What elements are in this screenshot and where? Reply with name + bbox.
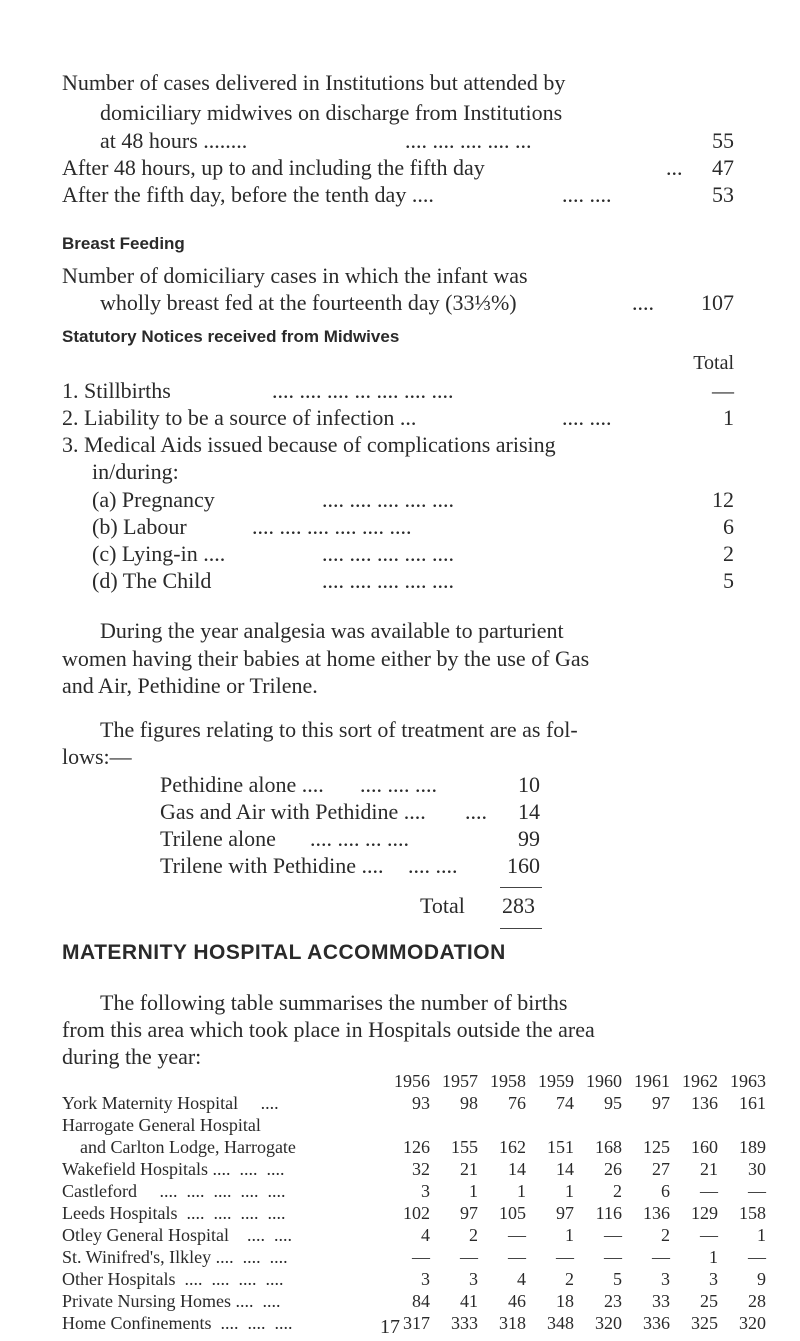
birth-count-cell: 30 xyxy=(748,1159,766,1179)
birth-count-cell: 325 xyxy=(691,1313,718,1333)
leader-dots: .... .... xyxy=(562,405,612,430)
year-header: 1958 xyxy=(490,1071,526,1091)
notice-label: (c) Lying-in .... xyxy=(92,541,226,566)
maternity-intro-line-3: during the year: xyxy=(62,1044,202,1069)
birth-count-cell: 9 xyxy=(757,1269,766,1289)
birth-count-cell: 76 xyxy=(508,1093,526,1113)
birth-count-cell: — xyxy=(556,1247,574,1267)
birth-count-cell: 317 xyxy=(403,1313,430,1333)
birth-count-cell xyxy=(526,1114,574,1136)
year-header: 1956 xyxy=(394,1071,430,1091)
birth-count-cell: 18 xyxy=(556,1291,574,1311)
birth-count-cell: — xyxy=(460,1247,478,1267)
breast-feeding-heading: Breast Feeding xyxy=(62,234,185,253)
discharge-row-label: After the fifth day, before the tenth day .... xyxy=(62,182,434,207)
analgesia-row xyxy=(160,772,540,802)
birth-count-cell: 97 xyxy=(652,1093,670,1113)
discharge-line-2: domiciliary midwives on discharge from Institutions xyxy=(100,100,563,125)
birth-count-cell: — xyxy=(604,1225,622,1245)
birth-count-cell: 318 xyxy=(499,1313,526,1333)
hospital-name: Otley General Hospital .... .... xyxy=(62,1225,292,1245)
hospital-name: Private Nursing Homes .... .... xyxy=(62,1291,281,1311)
birth-count-cell: 4 xyxy=(421,1225,430,1245)
birth-count-cell: — xyxy=(508,1225,526,1245)
year-header: 1957 xyxy=(442,1071,478,1091)
birth-count-cell: 155 xyxy=(451,1137,478,1157)
birth-count-cell: 160 xyxy=(691,1137,718,1157)
table-row xyxy=(62,1312,766,1334)
birth-count-cell: 97 xyxy=(556,1203,574,1223)
year-header: 1960 xyxy=(586,1071,622,1091)
birth-count-cell: 162 xyxy=(499,1137,526,1157)
notices-total-label: Total xyxy=(693,352,734,374)
notice-row xyxy=(92,487,734,517)
birth-count-cell xyxy=(388,1114,430,1136)
analgesia-total-label: Total xyxy=(420,893,465,918)
birth-count-cell: 46 xyxy=(508,1291,526,1311)
leader-dots: .... .... .... ... .... .... .... xyxy=(272,378,454,403)
birth-count-cell: 136 xyxy=(643,1203,670,1223)
notice-row xyxy=(92,541,734,571)
leader-dots: .... .... .... .... ... xyxy=(405,128,532,153)
notice-value: 2 xyxy=(723,541,734,566)
birth-count-cell: 129 xyxy=(691,1203,718,1223)
birth-count-cell: 33 xyxy=(652,1291,670,1311)
discharge-row-tenth-day xyxy=(62,182,734,212)
analgesia-para-1-line-1: During the year analgesia was available to parturient xyxy=(100,618,564,643)
birth-count-cell: 348 xyxy=(547,1313,574,1333)
leader-dots: .... xyxy=(465,799,487,824)
birth-count-cell: 125 xyxy=(643,1137,670,1157)
hospital-name: Wakefield Hospitals .... .... .... xyxy=(62,1159,285,1179)
notice-label: in/during: xyxy=(92,459,179,484)
birth-count-cell: 3 xyxy=(469,1269,478,1289)
discharge-row-value: 47 xyxy=(712,155,734,180)
leader-dots: .... .... .... .... .... xyxy=(322,487,454,512)
birth-count-cell xyxy=(670,1114,718,1136)
birth-count-cell xyxy=(622,1114,670,1136)
birth-count-cell: 1 xyxy=(565,1181,574,1201)
hospital-name: Castleford .... .... .... .... .... xyxy=(62,1181,286,1201)
birth-count-cell: 105 xyxy=(499,1203,526,1223)
leader-dots: ... xyxy=(666,155,683,180)
birth-count-cell: 41 xyxy=(460,1291,478,1311)
leader-dots: .... .... .... .... .... xyxy=(322,568,454,593)
birth-count-cell: 97 xyxy=(460,1203,478,1223)
birth-count-cell: 25 xyxy=(700,1291,718,1311)
birth-count-cell: 2 xyxy=(661,1225,670,1245)
birth-count-cell: 4 xyxy=(517,1269,526,1289)
birth-count-cell: — xyxy=(700,1225,718,1245)
analgesia-value: 160 xyxy=(507,853,540,878)
leader-dots: .... .... .... .... .... xyxy=(322,541,454,566)
analgesia-value: 99 xyxy=(518,826,540,851)
birth-count-cell: 333 xyxy=(451,1313,478,1333)
discharge-row-label: After 48 hours, up to and including the fifth day xyxy=(62,155,485,180)
maternity-title: MATERNITY HOSPITAL ACCOMMODATION xyxy=(62,941,506,964)
hospital-name: Harrogate General Hospital xyxy=(62,1115,261,1135)
birth-count-cell: 98 xyxy=(460,1093,478,1113)
analgesia-para-1-line-3: and Air, Pethidine or Trilene. xyxy=(62,673,318,698)
birth-count-cell: 2 xyxy=(613,1181,622,1201)
notice-row xyxy=(62,378,734,408)
notice-label: (b) Labour xyxy=(92,514,187,539)
leader-dots: .... .... ... .... xyxy=(310,826,409,851)
analgesia-row xyxy=(160,853,540,883)
header-spacer xyxy=(62,1070,388,1092)
leader-dots: .... xyxy=(632,290,654,315)
analgesia-para-1-line-2: women having their babies at home either by the use of Gas xyxy=(62,646,590,671)
birth-count-cell: 2 xyxy=(565,1269,574,1289)
birth-count-cell: — xyxy=(700,1181,718,1201)
births-table-header xyxy=(62,1070,766,1092)
analgesia-value: 14 xyxy=(518,799,540,824)
birth-count-cell: 158 xyxy=(739,1203,766,1223)
birth-count-cell: 32 xyxy=(412,1159,430,1179)
notice-label: (a) Pregnancy xyxy=(92,487,215,512)
table-row xyxy=(62,1136,766,1158)
analgesia-label: Trilene with Pethidine .... xyxy=(160,853,384,878)
page-number: 17 xyxy=(380,1316,400,1338)
analgesia-value: 10 xyxy=(518,772,540,797)
table-row xyxy=(62,1114,766,1136)
discharge-row-label: at 48 hours ........ xyxy=(100,128,248,153)
discharge-row-value: 55 xyxy=(712,128,734,153)
analgesia-para-2-line-1: The figures relating to this sort of treatment are as fol- xyxy=(100,717,578,742)
birth-count-cell: 126 xyxy=(403,1137,430,1157)
analgesia-total-value: 283 xyxy=(502,893,535,918)
discharge-row-48h xyxy=(100,128,734,158)
birth-count-cell: 28 xyxy=(748,1291,766,1311)
discharge-row-fifth-day xyxy=(62,155,734,185)
discharge-line-1: Number of cases delivered in Institutions but attended by xyxy=(62,70,566,95)
analgesia-row xyxy=(160,799,540,829)
birth-count-cell: — xyxy=(748,1247,766,1267)
hospital-name: Other Hospitals .... .... .... .... xyxy=(62,1269,284,1289)
birth-count-cell: 21 xyxy=(700,1159,718,1179)
notice-value: 12 xyxy=(712,487,734,512)
hospital-name: and Carlton Lodge, Harrogate xyxy=(62,1137,296,1157)
birth-count-cell: 6 xyxy=(661,1181,670,1201)
leader-dots: .... .... .... xyxy=(360,772,437,797)
birth-count-cell: 23 xyxy=(604,1291,622,1311)
notice-value: 1 xyxy=(723,405,734,430)
notice-label: 1. Stillbirths xyxy=(62,378,171,403)
analgesia-label: Trilene alone xyxy=(160,826,276,851)
year-header: 1962 xyxy=(682,1071,718,1091)
birth-count-cell: 320 xyxy=(595,1313,622,1333)
birth-count-cell: — xyxy=(412,1247,430,1267)
table-row xyxy=(62,1092,766,1114)
birth-count-cell: 3 xyxy=(709,1269,718,1289)
year-header: 1963 xyxy=(730,1071,766,1091)
table-row xyxy=(62,1246,766,1268)
table-row xyxy=(62,1290,766,1312)
breast-feeding-label: wholly breast fed at the fourteenth day (33⅓%) xyxy=(100,290,517,315)
table-row xyxy=(62,1202,766,1224)
birth-count-cell: 2 xyxy=(469,1225,478,1245)
year-header: 1961 xyxy=(634,1071,670,1091)
breast-feeding-row xyxy=(100,290,734,320)
notice-value: 5 xyxy=(723,568,734,593)
breast-feeding-value: 107 xyxy=(701,290,734,315)
notice-value: 6 xyxy=(723,514,734,539)
birth-count-cell xyxy=(574,1114,622,1136)
hospital-name: Home Confinements .... .... .... xyxy=(62,1313,293,1333)
leader-dots: .... .... xyxy=(562,182,612,207)
birth-count-cell xyxy=(430,1114,478,1136)
breast-feeding-line-1: Number of domiciliary cases in which the infant was xyxy=(62,263,528,288)
birth-count-cell: 1 xyxy=(565,1225,574,1245)
birth-count-cell: 151 xyxy=(547,1137,574,1157)
notices-heading: Statutory Notices received from Midwives xyxy=(62,327,400,346)
maternity-intro-line-2: from this area which took place in Hospitals outside the area xyxy=(62,1017,595,1042)
birth-count-cell: 74 xyxy=(556,1093,574,1113)
year-header: 1959 xyxy=(538,1071,574,1091)
birth-count-cell: 320 xyxy=(739,1313,766,1333)
birth-count-cell: 5 xyxy=(613,1269,622,1289)
birth-count-cell: 14 xyxy=(556,1159,574,1179)
birth-count-cell: 27 xyxy=(652,1159,670,1179)
birth-count-cell: 1 xyxy=(757,1225,766,1245)
birth-count-cell xyxy=(478,1114,526,1136)
leader-dots: .... .... .... .... .... .... xyxy=(252,514,412,539)
hospital-name: St. Winifred's, Ilkley .... .... .... xyxy=(62,1247,288,1267)
analgesia-label: Gas and Air with Pethidine .... xyxy=(160,799,426,824)
birth-count-cell: 336 xyxy=(643,1313,670,1333)
birth-count-cell: 84 xyxy=(412,1291,430,1311)
notice-label: (d) The Child xyxy=(92,568,212,593)
analgesia-para-2-line-2: lows:— xyxy=(62,744,132,769)
birth-count-cell: 161 xyxy=(739,1093,766,1113)
birth-count-cell: 189 xyxy=(739,1137,766,1157)
birth-count-cell: 3 xyxy=(421,1181,430,1201)
hospital-name: Leeds Hospitals .... .... .... .... xyxy=(62,1203,286,1223)
total-rule xyxy=(500,928,542,929)
notice-row xyxy=(62,405,734,435)
birth-count-cell: 168 xyxy=(595,1137,622,1157)
table-row xyxy=(62,1268,766,1290)
birth-count-cell: 102 xyxy=(403,1203,430,1223)
notice-row xyxy=(92,568,734,598)
sum-rule xyxy=(500,887,542,888)
analgesia-row xyxy=(160,826,540,856)
notice-label: 3. Medical Aids issued because of complications arising xyxy=(62,432,556,457)
birth-count-cell: 21 xyxy=(460,1159,478,1179)
hospital-name: York Maternity Hospital .... xyxy=(62,1093,279,1113)
birth-count-cell: — xyxy=(604,1247,622,1267)
births-table xyxy=(62,1070,766,1334)
notice-row xyxy=(92,514,734,544)
birth-count-cell: 3 xyxy=(421,1269,430,1289)
birth-count-cell: — xyxy=(508,1247,526,1267)
notice-label: 2. Liability to be a source of infection ... xyxy=(62,405,417,430)
table-row xyxy=(62,1158,766,1180)
birth-count-cell xyxy=(718,1114,766,1136)
birth-count-cell: — xyxy=(652,1247,670,1267)
table-row xyxy=(62,1224,766,1246)
notice-value: — xyxy=(712,378,734,403)
birth-count-cell: 136 xyxy=(691,1093,718,1113)
birth-count-cell: — xyxy=(748,1181,766,1201)
birth-count-cell: 14 xyxy=(508,1159,526,1179)
birth-count-cell: 93 xyxy=(412,1093,430,1113)
birth-count-cell: 116 xyxy=(595,1203,622,1223)
birth-count-cell: 1 xyxy=(709,1247,718,1267)
table-row xyxy=(62,1180,766,1202)
birth-count-cell: 1 xyxy=(517,1181,526,1201)
birth-count-cell: 3 xyxy=(661,1269,670,1289)
birth-count-cell: 95 xyxy=(604,1093,622,1113)
discharge-row-value: 53 xyxy=(712,182,734,207)
leader-dots: .... .... xyxy=(408,853,458,878)
analgesia-label: Pethidine alone .... xyxy=(160,772,324,797)
maternity-intro-line-1: The following table summarises the number of births xyxy=(100,990,568,1015)
birth-count-cell: 1 xyxy=(469,1181,478,1201)
birth-count-cell: 26 xyxy=(604,1159,622,1179)
